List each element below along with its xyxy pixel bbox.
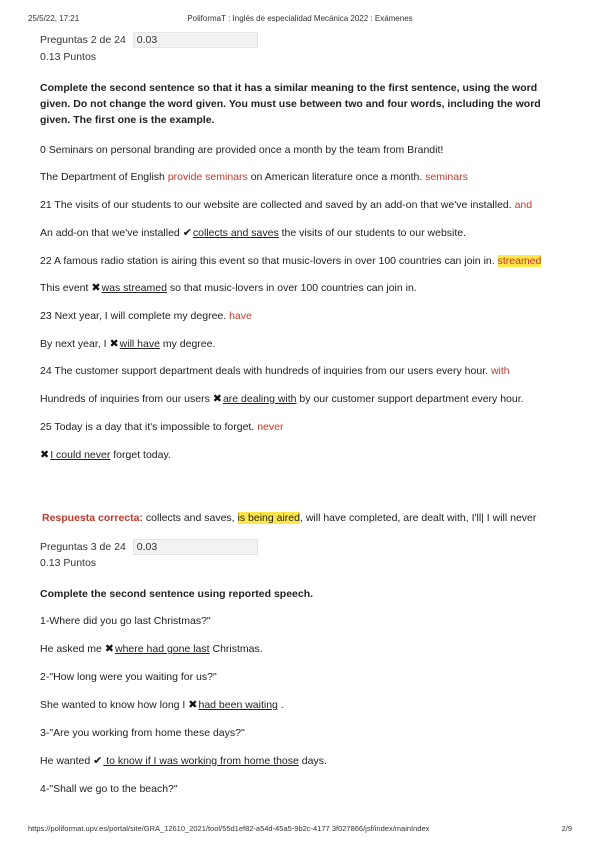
answer-pre: He asked me [40,643,105,655]
item-sentence-text: 25 Today is a day that it's impossible to forget. [40,421,258,433]
answer-post: Christmas. [209,643,263,655]
prompt: 3-"Are you working from home these days?" [40,727,245,739]
answer-pre: An add-on that we've installed [40,227,183,239]
item-sentence-text: 23 Next year, I will complete my degree. [40,310,230,322]
answer-input[interactable]: are dealing with [222,393,297,405]
cross-icon: ✖ [212,393,222,405]
correct-answer-text: collects and saves, [142,512,238,524]
item-word: with [490,365,510,377]
header-page-title: PoliformaT : Inglés de especialidad Mecánica 2022 : Exámenes [187,14,413,23]
answer-pre: By next year, I [40,338,110,350]
example-word: seminars [425,171,468,183]
cross-icon: ✖ [104,643,114,655]
answer-input[interactable]: to know if I was working from home those [103,755,299,767]
cross-icon: ✖ [188,699,198,711]
item-sentence [40,309,252,323]
answer-input[interactable]: I could never [50,449,111,461]
item-word: and [514,199,533,211]
score-field: 0.03 [133,539,258,555]
prompt: 2-"How long were you waiting for us?" [40,671,217,683]
answer-input[interactable]: collects and saves [192,227,279,239]
example-pre: The Department of English [40,171,168,183]
item-sentence-text: 22 A famous radio station is airing this event so that music-lovers in over 100 countries can join in. [40,255,498,267]
item-word: never [257,421,284,433]
answer-pre: He wanted [40,755,94,767]
answer-post: days. [298,755,327,767]
header-datetime: 25/5/22, 17:21 [28,14,80,23]
footer-page-number: 2/9 [561,824,572,833]
question-points: 0.13 Puntos [40,557,97,569]
answer-pre: She wanted to know how long I [40,699,189,711]
question-points: 0.13 Puntos [40,51,97,63]
question-2-header [40,32,258,48]
item-word: have [229,310,252,322]
prompt: 4-"Shall we go to the beach?" [40,783,178,795]
example-answer-line [40,170,468,184]
answer-post: by our customer support department every hour. [296,393,524,405]
item-answer-line [40,337,215,351]
item-sentence [40,254,541,268]
correct-answer-label: Respuesta correcta: [42,512,143,524]
footer-url: https://poliformat.upv.es/portal/site/GRA_12610_2021/tool/55d1ef82-a54d-45a5-9b2c-4177 3f027866/jsf/index/mainIndex [28,824,430,833]
question-3-header [40,539,258,555]
cross-icon: ✖ [40,449,50,461]
answer-post: my degree. [159,338,216,350]
example-sentence: 0 Seminars on personal branding are provided once a month by the team from Brandit! [40,144,444,156]
answer-pre: Hundreds of inquiries from our users [40,393,213,405]
question-label: Preguntas 2 de 24 [40,33,126,46]
answer-post: . [277,699,284,711]
cross-icon: ✖ [91,282,101,294]
answer-input[interactable]: where had gone last [115,643,210,655]
item-answer-line [40,226,466,240]
answer-pre: This event [40,282,92,294]
checkmark-icon: ✔ [93,755,103,767]
item-sentence-text: 21 The visits of our students to our website are collected and saved by an add-on that we've installed. [40,199,515,211]
example-post: on American literature once a month. [247,171,426,183]
correct-answer-highlight: is being aired [237,512,300,524]
question-instructions: Complete the second sentence using reported speech. [40,588,314,600]
prompt: 1-Where did you go last Christmas?" [40,615,211,627]
answer-post: so that music-lovers in over 100 countries can join in. [166,282,417,294]
example-answer: provide seminars [167,171,248,183]
item-answer-line [40,754,327,768]
cross-icon: ✖ [109,338,119,350]
item-sentence-text: 24 The customer support department deals with hundreds of inquiries from our users every hour. [40,365,491,377]
score-field: 0.03 [133,32,258,48]
item-answer-line [40,281,417,295]
item-answer-line [40,642,263,656]
item-answer-line [40,698,284,712]
item-sentence [40,364,510,378]
answer-input[interactable]: will have [119,338,160,350]
checkmark-icon: ✔ [182,227,192,239]
item-answer-line [40,392,524,406]
item-word: streamed [497,255,542,267]
correct-answer-text-2: , will have completed, are dealt with, I'll| I will never [299,512,537,524]
answer-input[interactable]: had been waiting [198,699,278,711]
answer-post: the visits of our students to our website. [278,227,467,239]
question-label: Preguntas 3 de 24 [40,540,126,553]
item-answer-line [40,448,171,462]
item-sentence [40,198,532,212]
question-instructions: Complete the second sentence so that it has a similar meaning to the first sentence, using the word given. Do not change the word given. You must use between two and four words, including the word given. The first one is the example. [40,82,541,126]
item-sentence [40,420,283,434]
answer-input[interactable]: was streamed [101,282,167,294]
correct-answer [42,511,536,525]
answer-post: forget today. [110,449,171,461]
